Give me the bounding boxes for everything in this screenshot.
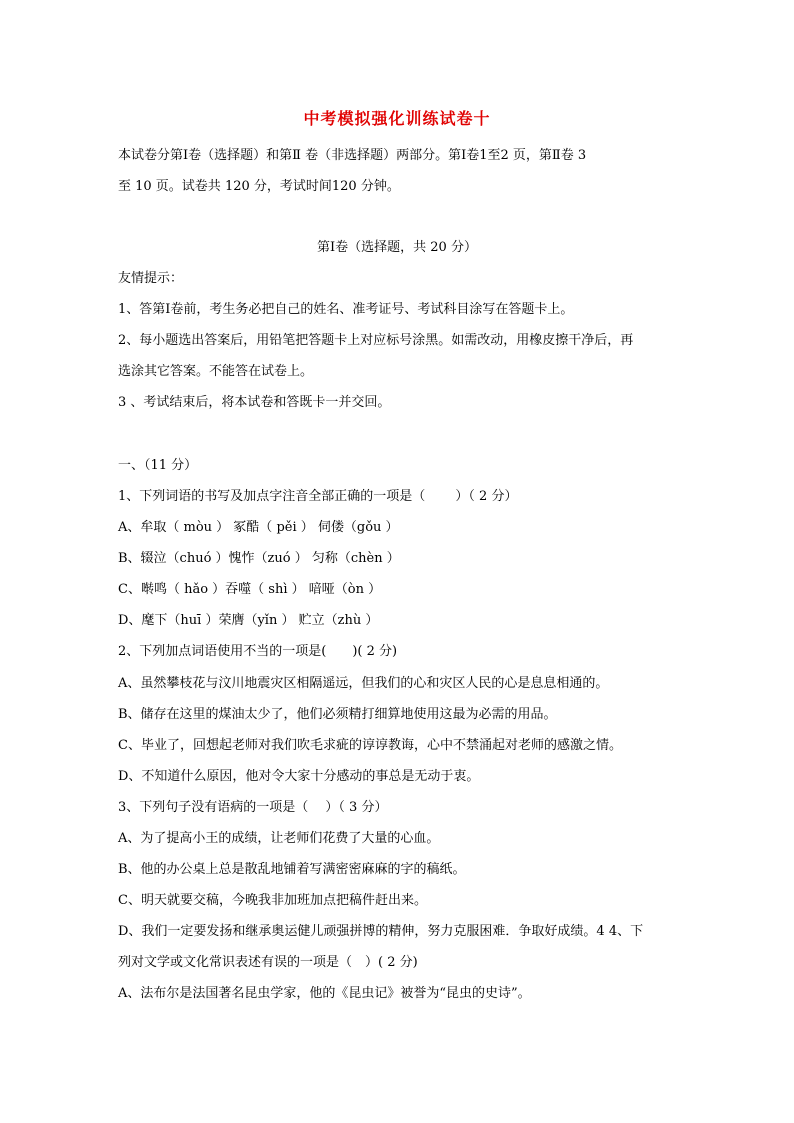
question-line: A、为了提高小王的成绩，让老师们花费了大量的心血。 — [118, 831, 440, 846]
question-line: C、明天就要交稿，今晚我非加班加点把稿件赶出来。 — [118, 893, 427, 908]
tip-item: 2、每小题选出答案后，用铅笔把答题卡上对应标号涂黑。如需改动，用橡皮擦干净后，再 — [118, 333, 634, 348]
question-line: A、虽然攀枝花与汶川地震灾区相隔遥远，但我们的心和灾区人民的心是息息相通的。 — [118, 676, 609, 691]
tip-item: 选涂其它答案。不能答在试卷上。 — [118, 364, 314, 379]
tip-item: 3 、考试结束后，将本试卷和答既卡一并交回。 — [118, 395, 391, 410]
question-line: D、麾下（huī ）荣膺（yǐn ） 贮立（zhù ） — [118, 613, 379, 628]
section-heading: 第Ⅰ卷（选择题，共 20 分） — [317, 240, 477, 255]
question-line: 2、下列加点词语使用不当的一项是( )( 2 分) — [118, 644, 398, 659]
question-line: A、牟取（ mòu ） 冢酷（ pěi ） 伺偻（gǒu ） — [118, 520, 399, 535]
question-line: B、储存在这里的煤油太少了，他们必须精打细算地使用这最为必需的用品。 — [118, 707, 557, 722]
question-line: 列对文学或文化常识表述有误的一项是（ ）( 2 分) — [118, 955, 418, 970]
question-line: C、毕业了，回想起老师对我们吹毛求疵的谆谆教诲，心中不禁涌起对老师的感激之情。 — [118, 738, 622, 753]
part-heading: 一、（11 分） — [118, 458, 198, 473]
question-line: D、不知道什么原因，他对令大家十分感动的事总是无动于衷。 — [118, 769, 480, 784]
intro-line: 至 10 页。试卷共 120 分，考试时间120 分钟。 — [118, 179, 400, 194]
question-line: C、啭鸣（ hǎo ）吞噬（ shì ） 喑哑（òn ） — [118, 582, 382, 597]
tips-label: 友情提示： — [118, 271, 184, 286]
question-line: B、辍泣（chuó ）愧怍（zuó ） 匀称（chèn ） — [118, 551, 400, 566]
question-line: B、他的办公桌上总是散乱地铺着写满密密麻麻的字的稿纸。 — [118, 862, 466, 877]
question-line: D、我们一定要发扬和继承奥运健儿顽强拼博的精伸，努力克服困难．争取好成绩。4 4、下 — [118, 924, 644, 939]
page-title: 中考模拟强化训练试卷十 — [303, 109, 491, 128]
question-line: 3、下列句子没有语病的一项是（ ）（ 3 分） — [118, 800, 388, 815]
tip-item: 1、答第Ⅰ卷前，考生务必把自己的姓名、准考证号、考试科目涂写在答题卡上。 — [118, 302, 574, 317]
question-line: 1、下列词语的书写及加点字注音全部正确的一项是（ ）（ 2 分） — [118, 489, 518, 504]
intro-line: 本试卷分第Ⅰ卷（选择题）和第Ⅱ 卷（非选择题）两部分。第Ⅰ卷1至2 页，第Ⅱ卷 3 — [118, 148, 587, 163]
question-line: A、法布尔是法国著名昆虫学家，他的《昆虫记》被誉为“昆虫的史诗”。 — [118, 986, 531, 1001]
